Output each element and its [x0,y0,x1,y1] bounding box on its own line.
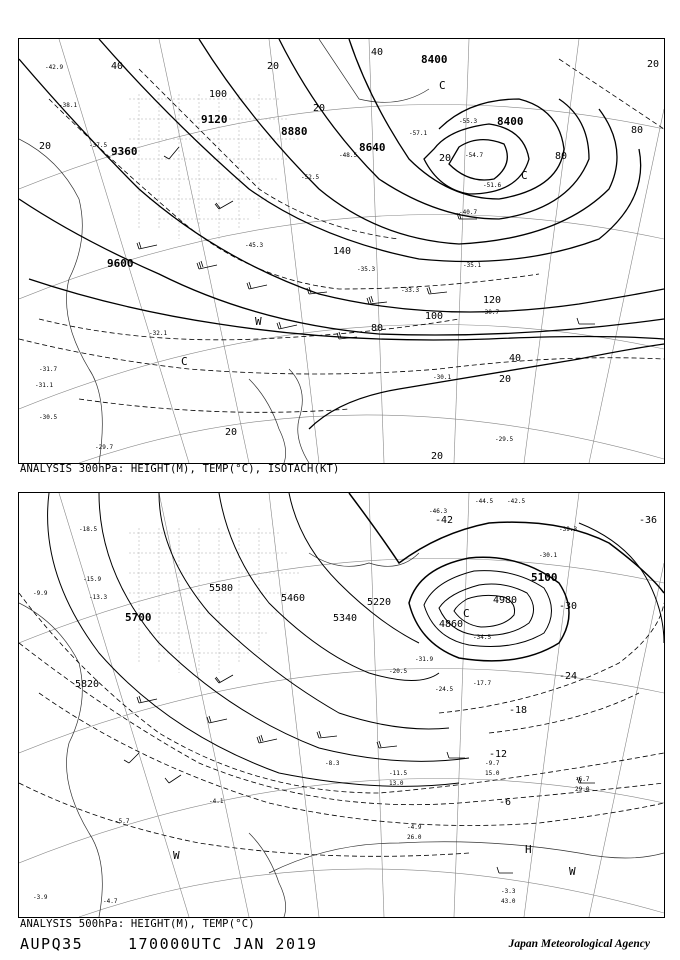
isotach-label: 20 [647,59,660,70]
isotach-label: 20 [313,103,326,114]
station-obs: -30.1 [433,374,452,381]
station-obs: 43.0 [501,898,516,905]
station-obs: -32.1 [149,330,168,337]
isotach-label: 20 [439,153,452,164]
isotach-label: 40 [111,61,124,72]
map-500hpa [19,493,664,917]
station-obs: -24.5 [435,686,454,693]
cold-center-symbol: C [439,79,446,92]
station-obs: -39.3 [559,526,578,533]
station-obs: -15.9 [83,576,102,583]
low-center-symbol: C [463,607,470,620]
station-obs: -35.3 [357,266,376,273]
height-label: 8880 [281,125,308,138]
map-panel-500hpa [18,492,665,918]
station-obs: 13.0 [389,780,404,787]
station-obs: 26.0 [407,834,422,841]
height-label: 9600 [107,257,134,270]
isotherm-label: -24 [559,671,578,682]
station-obs: -52.5 [301,174,320,181]
map-300hpa [19,39,664,463]
isotach-label: 80 [371,323,384,334]
warm-center-symbol: W [255,315,262,328]
isotherm-label: -36 [639,515,658,526]
isotherm-label: -6 [499,797,512,808]
station-obs: -18.5 [79,526,98,533]
isotach-label: 20 [39,141,52,152]
isotherm-label: -12 [489,749,508,760]
isotach-label: 100 [209,89,228,100]
station-obs: -35.1 [463,262,482,269]
panel-caption-300hpa: ANALYSIS 300hPa: HEIGHT(M), TEMP(°C), ISOTACH(KT) [20,463,340,475]
isotach-label: 100 [425,311,444,322]
isotach-label: 120 [483,295,502,306]
station-obs: -57.1 [409,130,428,137]
height-label: 9360 [111,145,138,158]
station-obs: -37.5 [89,142,108,149]
station-obs: -31.1 [35,382,54,389]
station-obs: 15.0 [485,770,500,777]
height-contours [48,493,664,786]
station-obs: -46.3 [429,508,448,515]
station-obs: -9.7 [485,760,500,767]
station-obs: -33.3 [401,287,420,294]
chart-code: AUPQ35 [20,935,84,953]
valid-time: 170000UTC JAN 2019 [128,935,318,953]
height-label: 5340 [333,613,358,624]
height-label: 8640 [359,141,386,154]
station-obs: 29.0 [575,786,590,793]
high-center-symbol: H [525,843,532,856]
station-obs: -42.5 [507,498,526,505]
station-obs: -11.5 [389,770,408,777]
station-obs: -38.1 [59,102,78,109]
warm-center-symbol: W [173,849,180,862]
isotach-label: 20 [267,61,280,72]
cold-center-symbol: C [181,355,188,368]
isotherm-contours [19,593,664,856]
map-panel-300hpa [18,38,665,464]
agency-name: Japan Meteorological Agency [508,938,650,950]
station-obs: -30.1 [539,552,558,559]
station-obs: -40.7 [459,209,478,216]
height-label: 8400 [421,53,448,66]
station-obs: -45.3 [245,242,264,249]
isotherm-label: -42 [435,515,454,526]
isotach-label: 80 [631,125,644,136]
station-obs: -30.7 [481,309,500,316]
panel-caption-500hpa: ANALYSIS 500hPa: HEIGHT(M), TEMP(°C) [20,918,255,930]
height-label: 9120 [201,113,228,126]
isotach-label: 80 [555,151,568,162]
height-label: 4980 [493,595,518,606]
height-contours [19,39,664,429]
station-obs: -29.5 [495,436,514,443]
cold-center-symbol: C [521,169,528,182]
station-obs: -54.7 [465,152,484,159]
height-label: 5820 [75,679,100,690]
height-label: 5580 [209,583,234,594]
warm-center-symbol: W [569,865,576,878]
station-obs: -31.9 [415,656,434,663]
lat-lon-grid [19,493,664,917]
height-label: 5220 [367,597,392,608]
station-obs: -3.9 [33,894,48,901]
isotach-label: 20 [431,451,444,462]
isotach-label: 40 [371,47,384,58]
isotach-label: 140 [333,246,352,257]
station-obs: -20.5 [389,668,408,675]
station-obs: -5.7 [115,818,130,825]
height-label: 5460 [281,593,306,604]
isotach-label: 20 [225,427,238,438]
height-label: 5100 [531,571,558,584]
height-label: 4860 [439,619,464,630]
station-obs: -4.9 [407,824,422,831]
station-obs: -4.1 [209,798,224,805]
station-obs: -6.7 [575,776,590,783]
station-obs: -44.5 [475,498,494,505]
station-obs: -31.7 [39,366,58,373]
isotach-label: 20 [499,374,512,385]
station-obs: -48.5 [339,152,358,159]
height-label: 8400 [497,115,524,128]
station-obs: -8.3 [325,760,340,767]
station-obs: -34.5 [473,634,492,641]
isotach-label: 40 [509,353,522,364]
station-obs: -13.3 [89,594,108,601]
station-obs: -3.3 [501,888,516,895]
station-obs: -51.6 [483,182,502,189]
station-obs: -29.7 [95,444,114,451]
station-obs: -4.7 [103,898,118,905]
isotherm-label: -30 [559,601,578,612]
height-label: 5700 [125,611,152,624]
isotherm-label: -18 [509,705,528,716]
station-obs: -42.9 [45,64,64,71]
station-obs: -9.9 [33,590,48,597]
station-obs: -55.3 [459,118,478,125]
station-obs: -30.5 [39,414,58,421]
isotach-contours [19,59,664,412]
terrain-hatching [129,528,299,673]
station-obs: -17.7 [473,680,492,687]
